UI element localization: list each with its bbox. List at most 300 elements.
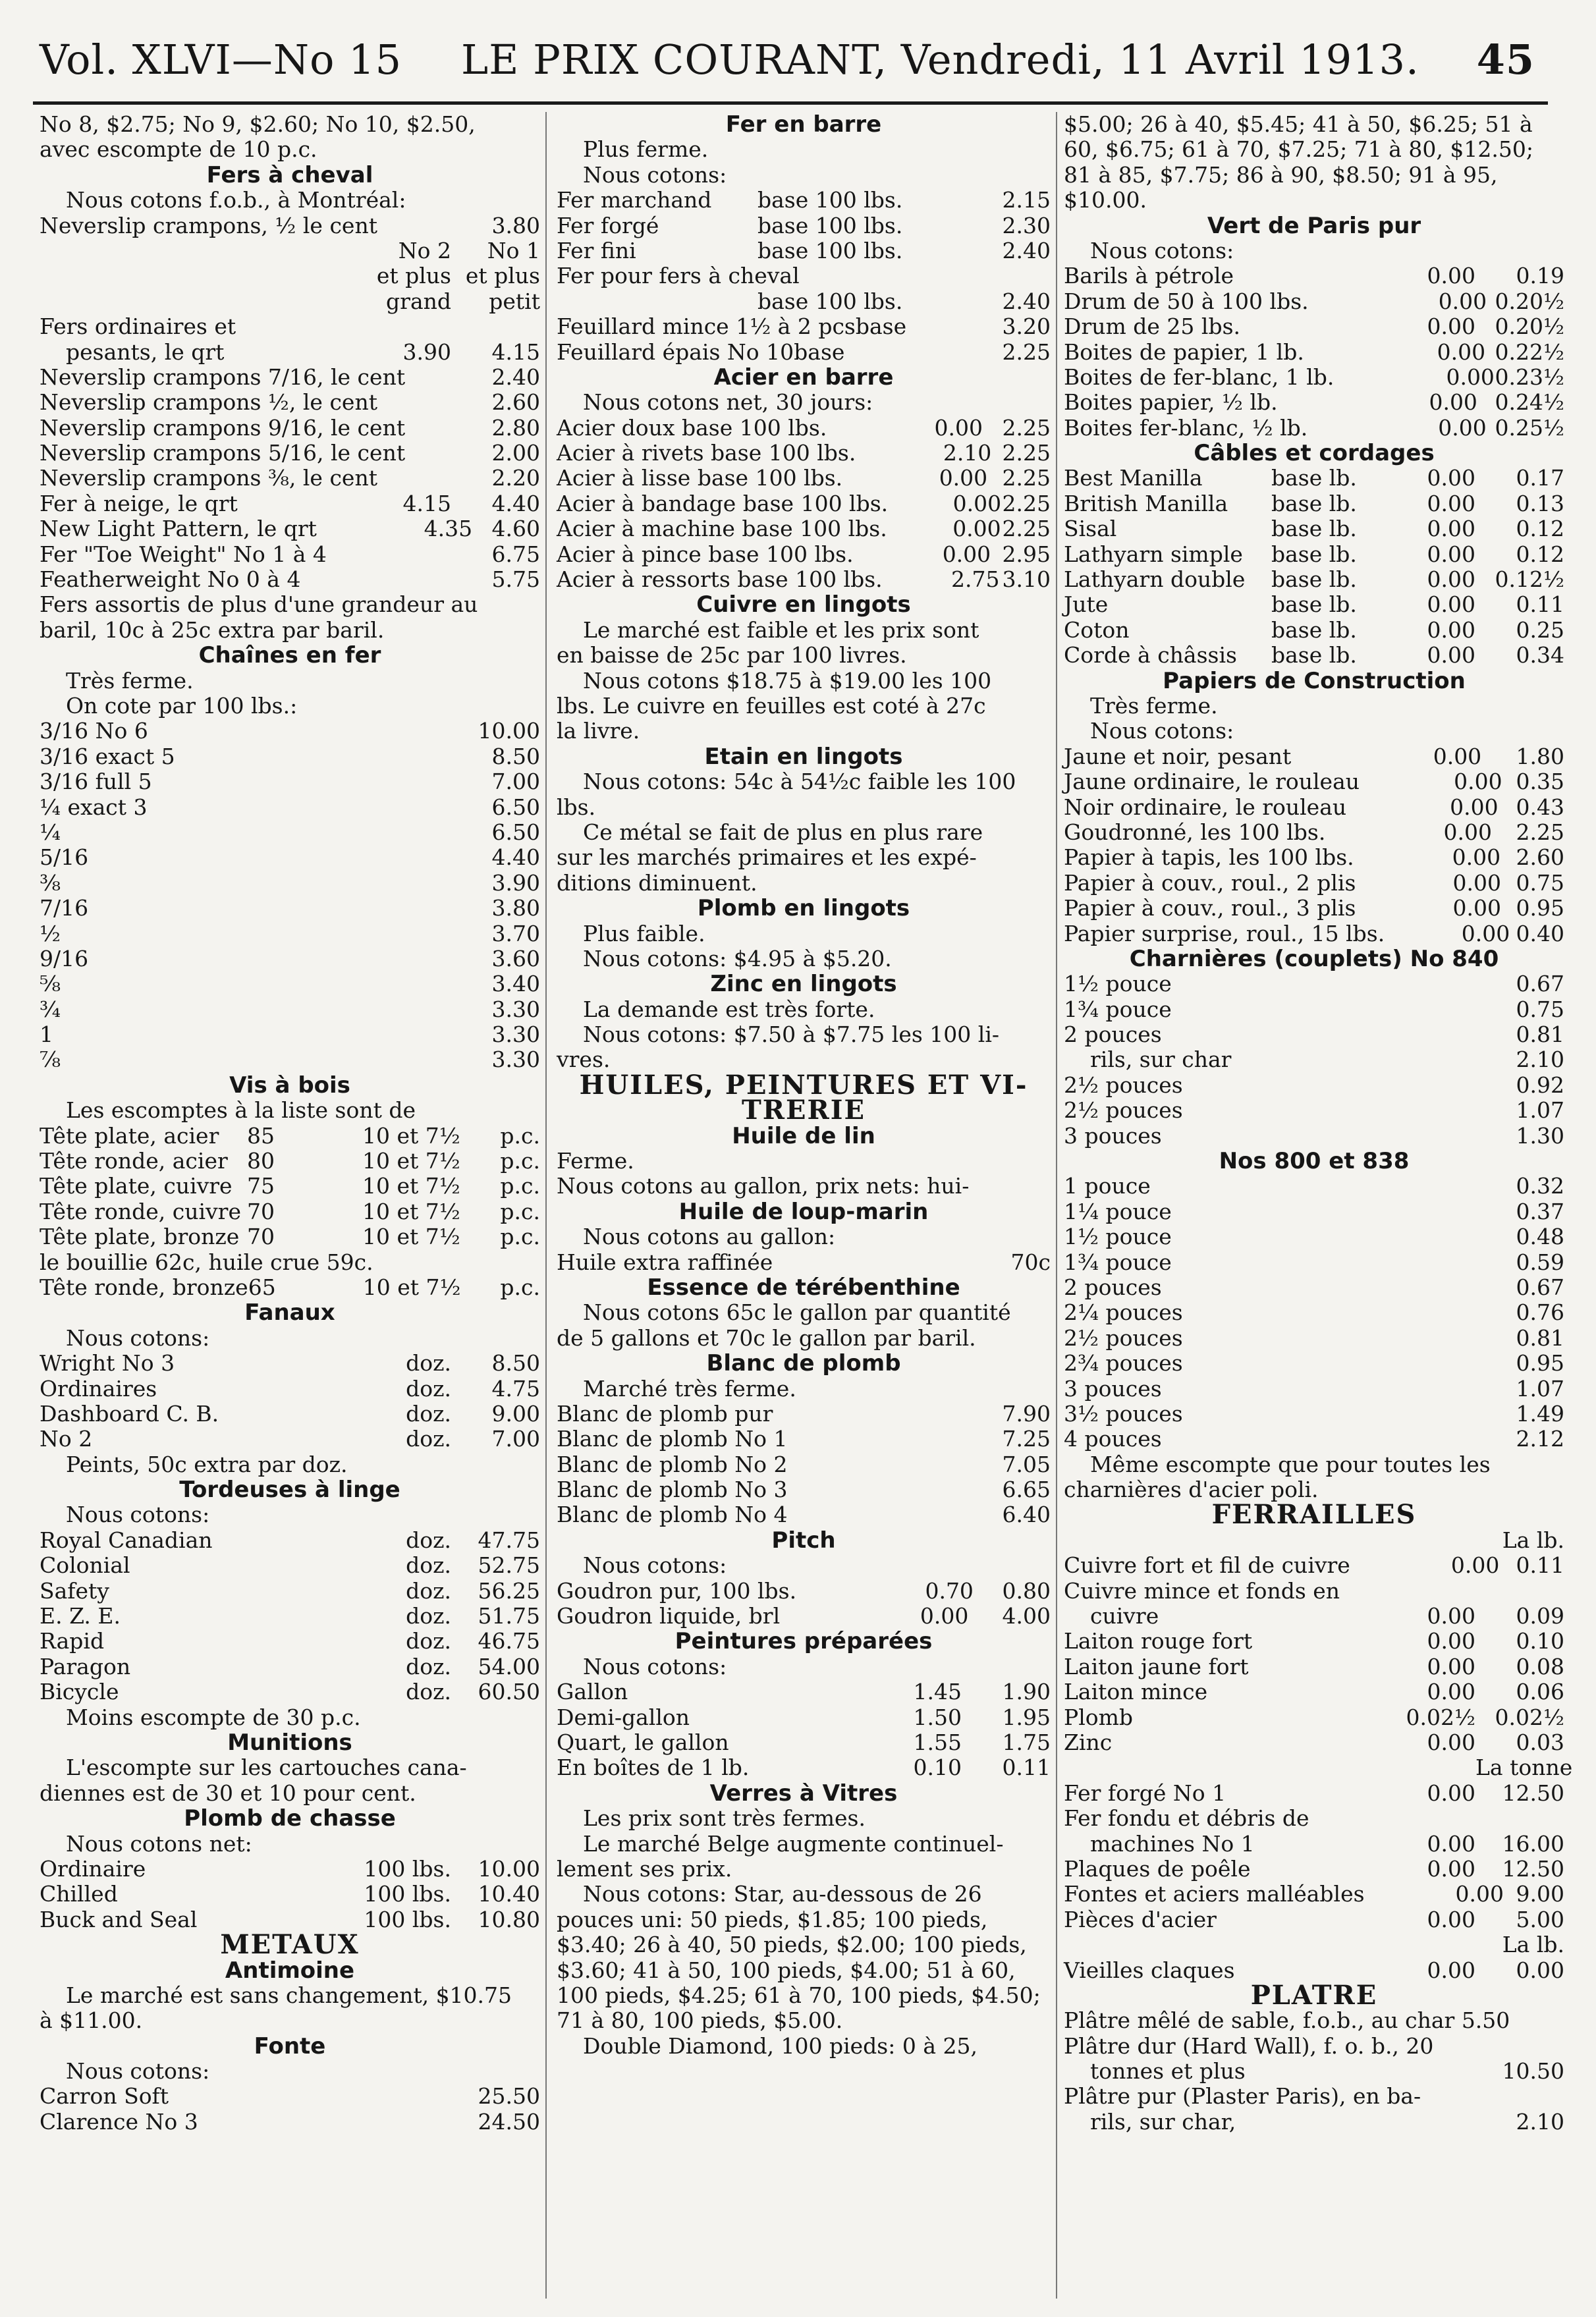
price-cell: 0.00	[1438, 414, 1487, 441]
item-label: Plomb	[1064, 1704, 1134, 1730]
price-row	[1064, 1553, 1564, 1578]
price-cell	[1387, 1402, 1475, 1427]
price-cell: doz.	[406, 1400, 451, 1427]
price-row	[1064, 1300, 1564, 1325]
price-row	[40, 719, 540, 744]
price-row	[1064, 1882, 1564, 1907]
price-row	[1064, 516, 1564, 541]
price-cell: 25.50	[478, 2083, 540, 2110]
price-cell: 0.00	[1427, 313, 1475, 340]
price-row	[557, 1679, 1051, 1704]
price-cell	[1271, 1402, 1387, 1427]
text-line: Nous cotons:	[1090, 237, 1234, 263]
price-row	[40, 1882, 540, 1907]
price-cell	[1350, 1553, 1435, 1578]
item-label: New Light Pattern, le qrt	[40, 516, 317, 542]
text-line: Les escomptes à la liste sont de	[66, 1097, 416, 1124]
column-2	[557, 112, 1051, 2305]
price-row	[557, 340, 1051, 365]
price-row	[557, 516, 1051, 541]
item-label: ¼ exact 3	[40, 794, 148, 820]
price-row	[1064, 263, 1564, 288]
section-heading: Fers à cheval	[206, 161, 373, 188]
price-cell: 0.00	[1427, 1730, 1475, 1755]
price-cell: 10 et 7½	[362, 1122, 460, 1149]
price-row	[1064, 542, 1564, 567]
price-row	[1064, 1377, 1564, 1402]
price-cell: 2.12	[1516, 1426, 1564, 1452]
price-cell	[247, 2110, 362, 2135]
price-row	[40, 1174, 540, 1199]
item-label: 1 pouce	[1064, 1173, 1151, 1199]
item-label: Tête ronde, cuivre	[40, 1198, 241, 1224]
price-cell: base lb.	[1271, 642, 1357, 668]
price-row	[40, 2084, 540, 2109]
price-cell: 0.00	[1427, 566, 1475, 593]
price-cell	[891, 1502, 971, 1527]
item-label: Rapid	[40, 1628, 105, 1654]
price-cell: 0.00	[1427, 1628, 1475, 1654]
item-label	[40, 238, 247, 263]
price-cell: 4.40	[491, 490, 540, 516]
price-row	[40, 416, 540, 441]
price-row	[557, 567, 1051, 592]
price-cell: 0.37	[1516, 1198, 1564, 1224]
price-cell	[247, 997, 362, 1022]
price-row	[40, 1553, 540, 1578]
price-row	[40, 2110, 540, 2135]
price-cell: 0.32	[1516, 1173, 1564, 1199]
price-cell	[773, 1402, 882, 1427]
price-cell: 0.75	[1516, 996, 1564, 1022]
price-cell	[842, 466, 924, 491]
price-cell: 1.30	[1516, 1122, 1564, 1149]
price-cell: 2.80	[491, 414, 540, 441]
price-cell	[1271, 1528, 1387, 1553]
price-cell: base 100 lbs.	[757, 187, 903, 213]
price-cell	[788, 1502, 891, 1527]
price-row	[40, 769, 540, 794]
price-cell: 8.50	[491, 743, 540, 769]
price-cell: 2.10	[943, 440, 992, 466]
price-row	[1064, 340, 1564, 365]
text-line: Nous cotons au gallon, prix nets: hui-	[557, 1173, 970, 1199]
price-cell	[1304, 340, 1406, 365]
text-line: le bouillie 62c, huile crue 59c.	[40, 1249, 373, 1275]
price-row	[1064, 1730, 1564, 1755]
item-label: Corde à châssis	[1064, 642, 1237, 668]
price-cell	[1387, 2110, 1475, 2135]
price-cell: 3.10	[1002, 566, 1051, 593]
price-cell: 3.30	[491, 996, 540, 1022]
price-cell: p.c.	[500, 1173, 540, 1199]
price-cell	[1271, 1351, 1387, 1376]
price-cell: 0.95	[1516, 1350, 1564, 1377]
price-cell	[1387, 1224, 1475, 1249]
price-cell	[405, 365, 454, 390]
item-label: 7/16	[40, 895, 89, 921]
price-row	[1064, 592, 1564, 617]
text-line: la livre.	[557, 718, 640, 744]
price-cell	[362, 871, 451, 896]
section-heading: Chaînes en fer	[198, 642, 381, 669]
price-row	[1064, 1781, 1564, 1806]
price-cell	[362, 1047, 451, 1072]
price-cell	[1271, 2110, 1387, 2135]
item-label: ¾	[40, 996, 61, 1022]
price-cell	[1385, 921, 1455, 946]
text-line: Fer fondu et débris de	[1064, 1805, 1309, 1832]
price-cell: 0.09	[1516, 1603, 1564, 1629]
text-line: L'escompte sur les cartouches cana-	[66, 1755, 467, 1781]
price-cell: 12.50	[1502, 1855, 1564, 1882]
price-cell	[362, 795, 451, 820]
price-cell: 7.25	[1002, 1426, 1051, 1452]
price-cell: 0.00	[1433, 743, 1482, 769]
price-cell: 0.00	[939, 465, 988, 491]
price-cell	[891, 1477, 971, 1502]
price-row	[40, 820, 540, 845]
price-cell	[1271, 1857, 1387, 1882]
item-label: Goudron pur, 100 lbs.	[557, 1577, 797, 1604]
price-cell	[1271, 1377, 1387, 1402]
item-label: Neverslip crampons ½, le cent	[40, 389, 377, 416]
price-cell: 4.15	[402, 490, 451, 516]
text-line: Double Diamond, 100 pieds: 0 à 25,	[583, 2032, 977, 2059]
price-cell: 4.60	[491, 516, 540, 542]
text-line: Ce métal se fait de plus en plus rare	[583, 819, 983, 845]
section-heading: Zinc en lingots	[710, 971, 897, 998]
price-row	[1064, 1755, 1573, 1781]
item-label: Buck and Seal	[40, 1906, 198, 1932]
price-cell: La lb.	[1502, 1932, 1564, 1958]
price-cell	[1387, 971, 1475, 996]
price-cell	[454, 441, 491, 466]
price-cell	[1271, 1047, 1387, 1072]
price-row	[557, 491, 1051, 516]
price-cell: 52.75	[478, 1552, 540, 1579]
price-cell: 3.30	[491, 1047, 540, 1073]
price-cell: 65	[248, 1274, 276, 1300]
item-label: Papier à couv., roul., 2 plis	[1064, 869, 1356, 896]
price-cell: 6.65	[1002, 1477, 1051, 1503]
item-label: Tête plate, acier	[40, 1122, 219, 1149]
price-cell	[887, 516, 952, 541]
price-cell	[873, 289, 962, 314]
price-row	[557, 1579, 1051, 1604]
price-cell	[1271, 1629, 1387, 1654]
item-label: Acier à rivets base 100 lbs.	[557, 440, 856, 466]
item-label: 1½ pouce	[1064, 971, 1172, 997]
item-label: Goudronné, les 100 lbs.	[1064, 819, 1326, 845]
price-row	[1064, 314, 1564, 339]
price-cell: 0.00	[1450, 1552, 1500, 1579]
text-line: de 5 gallons et 70c le gallon par baril.	[557, 1324, 976, 1351]
item-label: Feuillard épais No 10	[557, 339, 794, 365]
price-cell: 0.00	[1452, 869, 1501, 896]
price-row	[1064, 820, 1564, 845]
price-cell	[1271, 314, 1387, 339]
price-cell: 2.75	[951, 566, 1000, 593]
item-label: Ordinaire	[40, 1855, 146, 1882]
price-cell: 51.75	[478, 1603, 540, 1629]
price-cell	[247, 896, 362, 921]
price-cell: 2.30	[1002, 212, 1051, 238]
price-cell: 0.00	[1427, 490, 1475, 516]
section-heading: Etain en lingots	[704, 743, 903, 770]
price-row	[1064, 2059, 1564, 2084]
price-cell: 0.00	[1455, 1881, 1504, 1907]
section-heading: Vis à bois	[229, 1072, 350, 1099]
price-cell: 0.00	[942, 541, 991, 567]
price-row	[40, 213, 540, 238]
item-label: ⅞	[40, 1047, 61, 1073]
price-cell	[773, 1250, 882, 1275]
item-label: 3 pouces	[1064, 1375, 1162, 1402]
price-cell	[1271, 1730, 1387, 1755]
price-cell: 1.07	[1516, 1375, 1564, 1402]
item-label: Demi-gallon	[557, 1704, 690, 1730]
price-cell: doz.	[406, 1628, 451, 1654]
price-row	[557, 542, 1051, 567]
price-cell: 1.55	[913, 1730, 962, 1755]
price-cell	[247, 491, 362, 516]
price-cell	[441, 466, 491, 491]
text-line: sur les marchés primaires et les expé-	[557, 844, 977, 871]
section-heading: Nos 800 et 838	[1219, 1148, 1410, 1175]
price-cell: 0.00	[1452, 844, 1501, 871]
text-line: Moins escompte de 30 p.c.	[66, 1704, 361, 1730]
price-cell	[1387, 1932, 1475, 1957]
item-label: 1	[40, 1022, 53, 1048]
price-cell: 7.05	[1002, 1451, 1051, 1477]
text-line: Le marché est faible et les prix sont	[583, 616, 979, 643]
price-row	[1064, 2110, 1564, 2135]
price-row	[40, 971, 540, 996]
text-line: Nous cotons: Star, au-dessous de 26	[583, 1881, 982, 1907]
price-row	[557, 1502, 1051, 1527]
price-cell: La lb.	[1502, 1527, 1564, 1553]
item-label: pesants, le qrt	[66, 339, 225, 365]
section-heading: Fonte	[254, 2032, 326, 2059]
price-cell	[247, 263, 362, 288]
price-cell: No 2	[398, 237, 451, 263]
price-row	[1064, 971, 1564, 996]
price-cell: 10 et 7½	[362, 1274, 461, 1300]
price-cell: 0.00	[1427, 541, 1475, 567]
item-label: Clarence No 3	[40, 2108, 198, 2135]
price-row	[1064, 1022, 1564, 1047]
price-cell	[1271, 1755, 1387, 1780]
text-line: Même escompte que pour toutes les	[1090, 1451, 1491, 1477]
price-cell	[1356, 896, 1438, 921]
price-cell: 0.70	[925, 1577, 974, 1604]
price-row	[40, 1528, 540, 1553]
price-cell	[247, 2084, 362, 2109]
price-row	[1064, 845, 1564, 870]
price-row	[40, 1679, 540, 1704]
price-cell: 2.60	[1516, 844, 1564, 871]
price-cell	[1271, 1199, 1387, 1224]
price-row	[1064, 1705, 1564, 1730]
item-label: Acier à bandage base 100 lbs.	[557, 490, 889, 516]
price-row	[1064, 1402, 1564, 1427]
price-cell: 0.20½	[1495, 288, 1564, 314]
price-cell: 0.10	[913, 1755, 962, 1781]
price-cell: 0.13	[1516, 490, 1564, 516]
item-label: 2¾ pouces	[1064, 1350, 1183, 1377]
item-label	[557, 289, 757, 314]
price-cell	[788, 1477, 891, 1502]
price-cell	[362, 845, 451, 870]
price-cell: 0.00	[1516, 1957, 1564, 1983]
price-cell: base lb.	[1271, 566, 1357, 593]
price-cell	[1271, 971, 1387, 996]
text-line: Marché très ferme.	[583, 1375, 796, 1402]
item-label: ⅝	[40, 971, 61, 997]
price-cell: petit	[489, 288, 540, 314]
price-row	[40, 1377, 540, 1402]
price-cell	[1387, 1174, 1475, 1199]
price-cell: et plus	[376, 263, 451, 289]
item-label: 1½ pouce	[1064, 1224, 1172, 1250]
item-label: Best Manilla	[1064, 465, 1203, 491]
price-cell: 2.25	[1002, 490, 1051, 516]
price-row	[40, 1654, 540, 1679]
item-label: machines No 1	[1090, 1830, 1255, 1857]
item-label: Noir ordinaire, le rouleau	[1064, 794, 1347, 820]
item-label: 1¾ pouce	[1064, 1249, 1172, 1275]
price-row	[557, 314, 1051, 339]
price-cell	[441, 213, 491, 238]
price-cell: 2.20	[491, 465, 540, 491]
price-cell: 2.40	[1002, 237, 1051, 263]
price-cell: 2.25	[1516, 819, 1564, 845]
price-cell	[1365, 1882, 1443, 1907]
price-cell	[891, 1452, 971, 1477]
price-cell: 1.75	[1002, 1730, 1051, 1755]
price-row	[40, 845, 540, 870]
price-row	[1064, 1679, 1564, 1704]
price-cell: 0.00	[952, 516, 1001, 542]
item-label: cuivre	[1090, 1603, 1159, 1629]
price-cell: base 100 lbs.	[757, 288, 903, 314]
price-cell	[1271, 997, 1387, 1022]
price-cell: 4.35	[424, 516, 473, 542]
item-label: 2½ pouces	[1064, 1072, 1183, 1098]
price-cell: 2.25	[1002, 414, 1051, 441]
price-cell	[247, 744, 362, 769]
item-label: Jute	[1064, 591, 1109, 618]
item-label: Fontes et aciers malléables	[1064, 1881, 1365, 1907]
price-cell	[317, 516, 404, 541]
price-cell	[247, 719, 362, 744]
text-line: Les prix sont très fermes.	[583, 1805, 866, 1832]
price-cell: 3.80	[491, 212, 540, 238]
item-label: Fer forgé	[557, 212, 659, 238]
price-row	[40, 1022, 540, 1047]
price-cell	[1387, 1098, 1475, 1123]
price-cell	[327, 542, 410, 567]
price-cell: 0.00	[1427, 1957, 1475, 1983]
price-row	[1064, 1351, 1564, 1376]
price-cell	[247, 921, 362, 946]
item-label: Acier doux base 100 lbs.	[557, 414, 827, 441]
price-cell	[247, 1047, 362, 1072]
price-row	[40, 1604, 540, 1629]
price-cell: 0.19	[1516, 263, 1564, 289]
item-label: Acier à pince base 100 lbs.	[557, 541, 854, 567]
price-cell	[1387, 1047, 1475, 1072]
price-cell: 0.17	[1516, 465, 1564, 491]
price-cell: base	[794, 339, 845, 365]
price-row	[40, 744, 540, 769]
price-cell: 1.45	[913, 1679, 962, 1705]
price-cell	[247, 1882, 362, 1907]
price-row	[40, 466, 540, 491]
price-cell: 3.90	[491, 869, 540, 896]
price-cell: 0.00	[1427, 591, 1475, 618]
price-cell	[873, 238, 962, 263]
price-cell	[757, 1679, 873, 1704]
item-label: Fer fini	[557, 237, 636, 263]
price-cell	[1271, 2059, 1387, 2084]
price-row	[1064, 289, 1564, 314]
price-row	[1064, 1124, 1564, 1149]
price-cell	[1387, 1377, 1475, 1402]
price-cell	[362, 896, 451, 921]
item-label: Blanc de plomb pur	[557, 1400, 773, 1427]
section-heading: Pitch	[771, 1527, 836, 1554]
text-line: ditions diminuent.	[557, 869, 757, 896]
item-label: Colonial	[40, 1552, 130, 1579]
text-line: 100 pieds, $4.25; 61 à 70, 100 pieds, $4.50;	[557, 1982, 1041, 2008]
section-heading: Câbles et cordages	[1194, 440, 1435, 467]
price-cell	[1387, 1755, 1475, 1780]
price-cell: 6.50	[491, 819, 540, 845]
item-label: 5/16	[40, 844, 89, 871]
price-cell	[780, 1604, 887, 1629]
price-cell	[1271, 1932, 1387, 1957]
price-cell: 2.60	[491, 389, 540, 416]
price-cell: 0.48	[1516, 1224, 1564, 1250]
price-cell: 60.50	[478, 1679, 540, 1705]
item-label: tonnes et plus	[1090, 2058, 1246, 2085]
price-row	[40, 238, 540, 263]
price-row	[40, 516, 540, 541]
text-line: Nous cotons au gallon:	[583, 1224, 836, 1250]
price-cell	[405, 416, 454, 441]
price-cell: base lb.	[1271, 490, 1357, 516]
price-cell	[891, 1427, 971, 1452]
price-cell	[247, 946, 362, 971]
item-label: Gallon	[557, 1679, 628, 1705]
price-cell	[454, 416, 491, 441]
section-heading: Tordeuses à linge	[179, 1477, 400, 1504]
price-cell	[1387, 1250, 1475, 1275]
price-row	[1064, 390, 1564, 415]
price-cell: 0.00	[1427, 1830, 1475, 1857]
text-line: Le marché Belge augmente continuel-	[583, 1830, 1004, 1857]
price-cell: 10 et 7½	[362, 1173, 460, 1199]
price-row	[557, 416, 1051, 441]
price-cell: 0.00	[1454, 769, 1502, 795]
item-label: Zinc	[1064, 1730, 1113, 1755]
price-cell: doz.	[406, 1527, 451, 1553]
price-cell	[247, 1604, 362, 1629]
item-label: 3/16 No 6	[40, 718, 148, 744]
text-line: Nous cotons: $4.95 à $5.20.	[583, 945, 892, 971]
